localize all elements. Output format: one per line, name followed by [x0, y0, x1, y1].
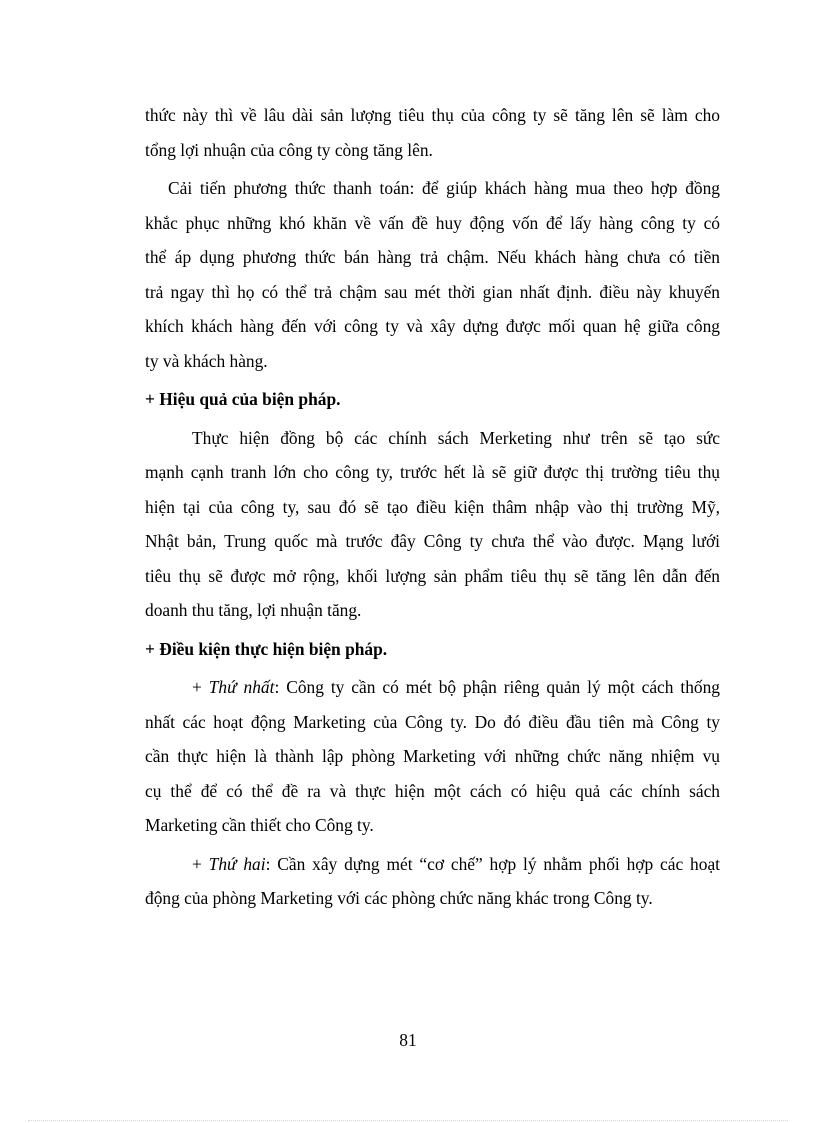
text-line: cần thực hiện là thành lập phòng Marketing với những chức năng nhiệm vụ	[145, 746, 720, 766]
text-line	[145, 670, 720, 705]
text-line: trả ngay thì họ có thể trả chậm sau mét thời gian nhất định. điều này khuyến	[145, 281, 720, 302]
text-line: khích khách hàng đến với công ty và xây dựng được mối quan hệ giữa công	[145, 316, 720, 336]
text-line: Cải tiến phương thức thanh toán: để giúp khách hàng mua theo hợp đồng	[168, 178, 720, 198]
section-heading: + Điều kiện thực hiện biện pháp.	[145, 638, 388, 659]
text-line: khắc phục những khó khăn về vấn đề huy động vốn để lấy hàng công ty có	[145, 212, 720, 233]
page-edge-divider	[28, 1120, 788, 1121]
text-line: cụ thể để có thể đề ra và thực hiện một cách có hiệu quả các chính sách	[145, 780, 720, 801]
text-line: thức này thì về lâu dài sản lượng tiêu thụ của công ty sẽ tăng lên sẽ làm cho	[145, 105, 720, 125]
item-label: Thứ hai	[208, 853, 266, 874]
text-line: thể áp dụng phương thức bán hàng trả chậm. Nếu khách hàng chưa có tiền	[145, 247, 720, 267]
page-number: 81	[399, 1030, 417, 1050]
item-text: : Cần xây dựng mét “cơ chế” hợp lý nhằm phối hợp các hoạt	[265, 853, 720, 874]
text-line: nhất các hoạt động Marketing của Công ty. Do đó điều đầu tiên mà Công ty	[145, 711, 720, 732]
text-line: tổng lợi nhuận của công ty còng tăng lên.	[145, 139, 433, 160]
text-line: tiêu thụ sẽ được mở rộng, khối lượng sản phẩm tiêu thụ sẽ tăng lên dẫn đến	[145, 565, 720, 586]
item-label: Thứ nhất	[208, 677, 275, 697]
text-line: Marketing cần thiết cho Công ty.	[145, 815, 374, 835]
text-line: Thực hiện đồng bộ các chính sách Merketing như trên sẽ tạo sức	[192, 427, 720, 448]
text-line: mạnh cạnh tranh lớn cho công ty, trước hết là sẽ giữ được thị trường tiêu thụ	[145, 462, 720, 482]
text-line: hiện tại của công ty, sau đó sẽ tạo điều kiện thâm nhập vào thị trường Mỹ,	[145, 496, 720, 517]
document-body	[145, 98, 720, 916]
list-prefix: +	[192, 853, 209, 874]
text-line	[145, 847, 720, 882]
text-line: ty và khách hàng.	[145, 350, 268, 371]
item-text: : Công ty cần có mét bộ phận riêng quản lý một cách thống	[274, 677, 720, 697]
section-heading: + Hiệu quả của biện pháp.	[145, 389, 341, 409]
text-line: Nhật bản, Trung quốc mà trước đây Công ty chưa thể vào được. Mạng lưới	[145, 531, 720, 551]
list-prefix: +	[192, 677, 209, 697]
text-line: động của phòng Marketing với các phòng chức năng khác trong Công ty.	[145, 888, 653, 908]
text-line: doanh thu tăng, lợi nhuận tăng.	[145, 600, 362, 620]
